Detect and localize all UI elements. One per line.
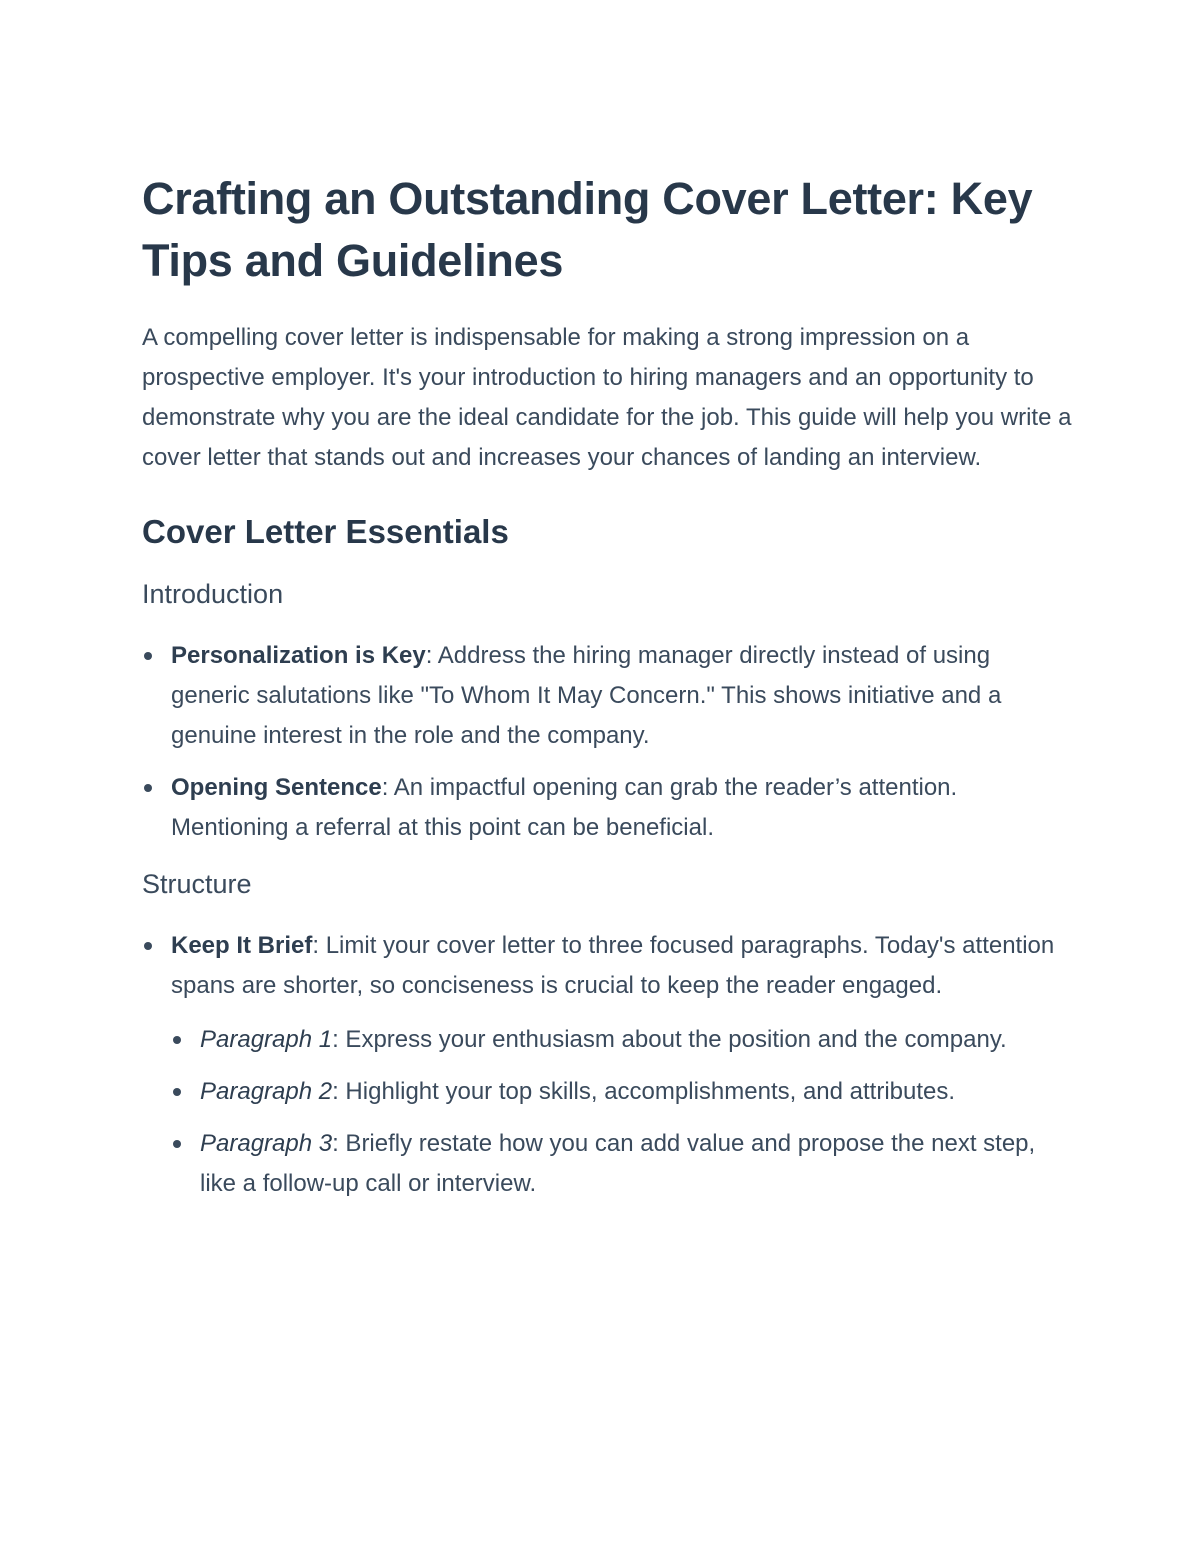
list-item-term: Personalization is Key xyxy=(171,642,426,669)
sublist-item-text: : Highlight your top skills, accomplishments, and attributes. xyxy=(332,1078,956,1105)
subheading-structure: Structure xyxy=(142,869,252,899)
document-page xyxy=(142,168,1072,1216)
list-item-text: : Limit your cover letter to three focused paragraphs. Today's attention spans are shorter, so conciseness is crucial to keep the reader engaged. xyxy=(171,932,1055,999)
sublist-item-term: Paragraph 3 xyxy=(200,1130,333,1157)
sublist-item-text: : Briefly restate how you can add value and propose the next step, like a follow-up call or interview. xyxy=(200,1130,1036,1197)
list-item-text: : An impactful opening can grab the reader’s attention. Mentioning a referral at this point can be beneficial. xyxy=(171,774,958,841)
structure-list xyxy=(142,926,1072,1204)
introduction-list xyxy=(142,636,1072,848)
sublist-item-term: Paragraph 2 xyxy=(200,1078,333,1105)
list-item xyxy=(142,768,1072,848)
page-title: Crafting an Outstanding Cover Letter: Key Tips and Guidelines xyxy=(142,173,1033,286)
section-heading: Cover Letter Essentials xyxy=(142,513,509,550)
list-item xyxy=(142,636,1072,756)
list-item-term: Opening Sentence xyxy=(171,774,382,801)
sublist-item-text: : Express your enthusiasm about the position and the company. xyxy=(332,1026,1007,1053)
paragraph-sublist xyxy=(171,1020,1072,1204)
subheading-introduction: Introduction xyxy=(142,579,284,609)
sublist-item-term: Paragraph 1 xyxy=(200,1026,333,1053)
sublist-item xyxy=(171,1124,1072,1204)
list-item-term: Keep It Brief xyxy=(171,932,313,959)
sublist-item xyxy=(171,1020,1072,1060)
list-item-text: : Address the hiring manager directly instead of using generic salutations like "To Whom It May Concern." This shows initiative and a genuine interest in the role and the company. xyxy=(171,642,1002,749)
intro-paragraph: A compelling cover letter is indispensable for making a strong impression on a prospective employer. It's your introduction to hiring managers and an opportunity to demonstrate why you are the ideal candidate for the job. This guide will help you write a cover letter that stands out and increases your chances of landing an interview. xyxy=(142,324,1072,471)
list-item xyxy=(142,926,1072,1204)
sublist-item xyxy=(171,1072,1072,1112)
